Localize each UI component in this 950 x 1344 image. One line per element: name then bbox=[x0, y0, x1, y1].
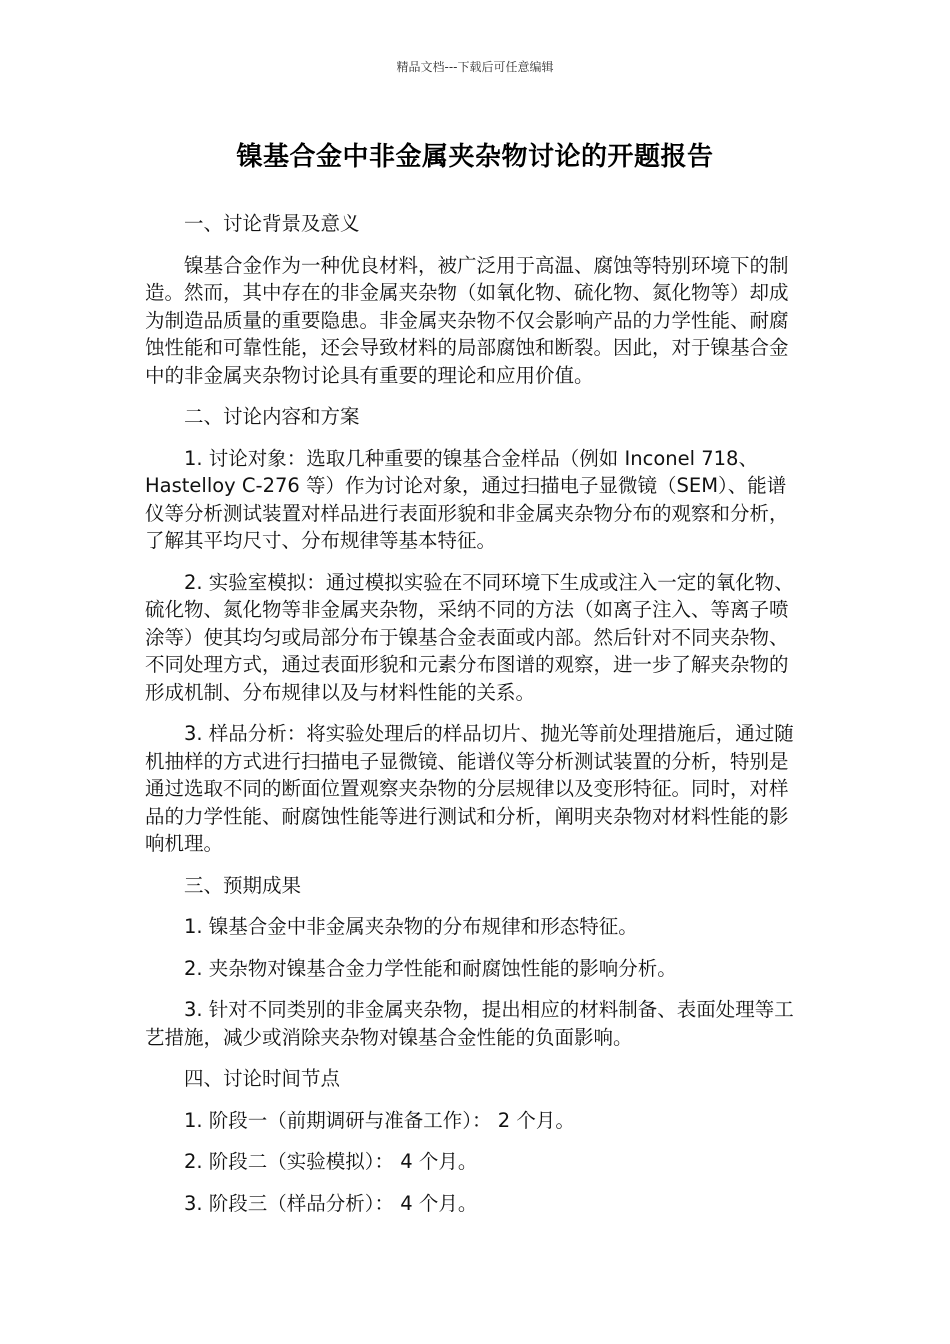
paragraph-background: 镍基合金作为一种优良材料，被广泛用于高温、腐蚀等特别环境下的制造。然而，其中存在的非金属夹杂物（如氧化物、硫化物、氮化物等）却成为制造品质量的重要隐患。非金属夹杂物不仅会影响产品的力学性能、耐腐蚀性能和可靠性能，还会导致材料的局部腐蚀和断裂。因此，对于镍基合金中的非金属夹杂物讨论具有重要的理论和应用价值。 bbox=[145, 253, 789, 387]
section-heading-expected-results: 三、预期成果 bbox=[184, 873, 302, 897]
paragraph-stage-2: 2. 阶段二（实验模拟）： 4 个月。 bbox=[184, 1150, 478, 1173]
paragraph-result-1: 1. 镍基合金中非金属夹杂物的分布规律和形态特征。 bbox=[184, 915, 638, 938]
paragraph-stage-1: 1. 阶段一（前期调研与准备工作）： 2 个月。 bbox=[184, 1108, 575, 1132]
paragraph-sample-analysis: 3. 样品分析：将实验处理后的样品切片、抛光等前处理措施后，通过随机抽样的方式进行扫描电子显微镜、能谱仪等分析测试装置的分析，特别是通过选取不同的断面位置观察夹杂物的分层规律以及变形特征。同时，对样品的力学性能、耐腐蚀性能等进行测试和分析，阐明夹杂物对材料性能的影响机理。 bbox=[145, 722, 794, 855]
section-heading-content-plan: 二、讨论内容和方案 bbox=[184, 405, 360, 428]
paragraph-research-object: 1. 讨论对象：选取几种重要的镍基合金样品（例如 Inconel 718、Hastelloy C-276 等）作为讨论对象，通过扫描电子显微镜（SEM）、能谱仪等分析测试装置对样品进行表面形貌和非金属夹杂物分布的观察和分析，了解其平均尺寸、分布规律等基本特征。 bbox=[145, 446, 789, 552]
page-header-note: 精品文档---下载后可任意编辑 bbox=[396, 60, 554, 74]
section-heading-timeline: 四、讨论时间节点 bbox=[184, 1067, 341, 1090]
document-body bbox=[145, 210, 800, 1231]
document-title: 镍基合金中非金属夹杂物讨论的开题报告 bbox=[236, 142, 714, 172]
paragraph-lab-simulation: 2. 实验室模拟：通过模拟实验在不同环境下生成或注入一定的氧化物、硫化物、氮化物等非金属夹杂物，采纳不同的方法（如离子注入、等离子喷涂等）使其均匀或局部分布于镍基合金表面或内部。然后针对不同夹杂物、不同处理方式，通过表面形貌和元素分布图谱的观察，进一步了解夹杂物的形成机制、分布规律以及与材料性能的关系。 bbox=[145, 570, 794, 704]
paragraph-result-3: 3. 针对不同类别的非金属夹杂物，提出相应的材料制备、表面处理等工艺措施，减少或消除夹杂物对镍基合金性能的负面影响。 bbox=[145, 998, 794, 1049]
paragraph-stage-3: 3. 阶段三（样品分析）： 4 个月。 bbox=[184, 1191, 478, 1215]
paragraph-result-2: 2. 夹杂物对镍基合金力学性能和耐腐蚀性能的影响分析。 bbox=[184, 956, 677, 980]
section-heading-background: 一、讨论背景及意义 bbox=[184, 212, 360, 235]
